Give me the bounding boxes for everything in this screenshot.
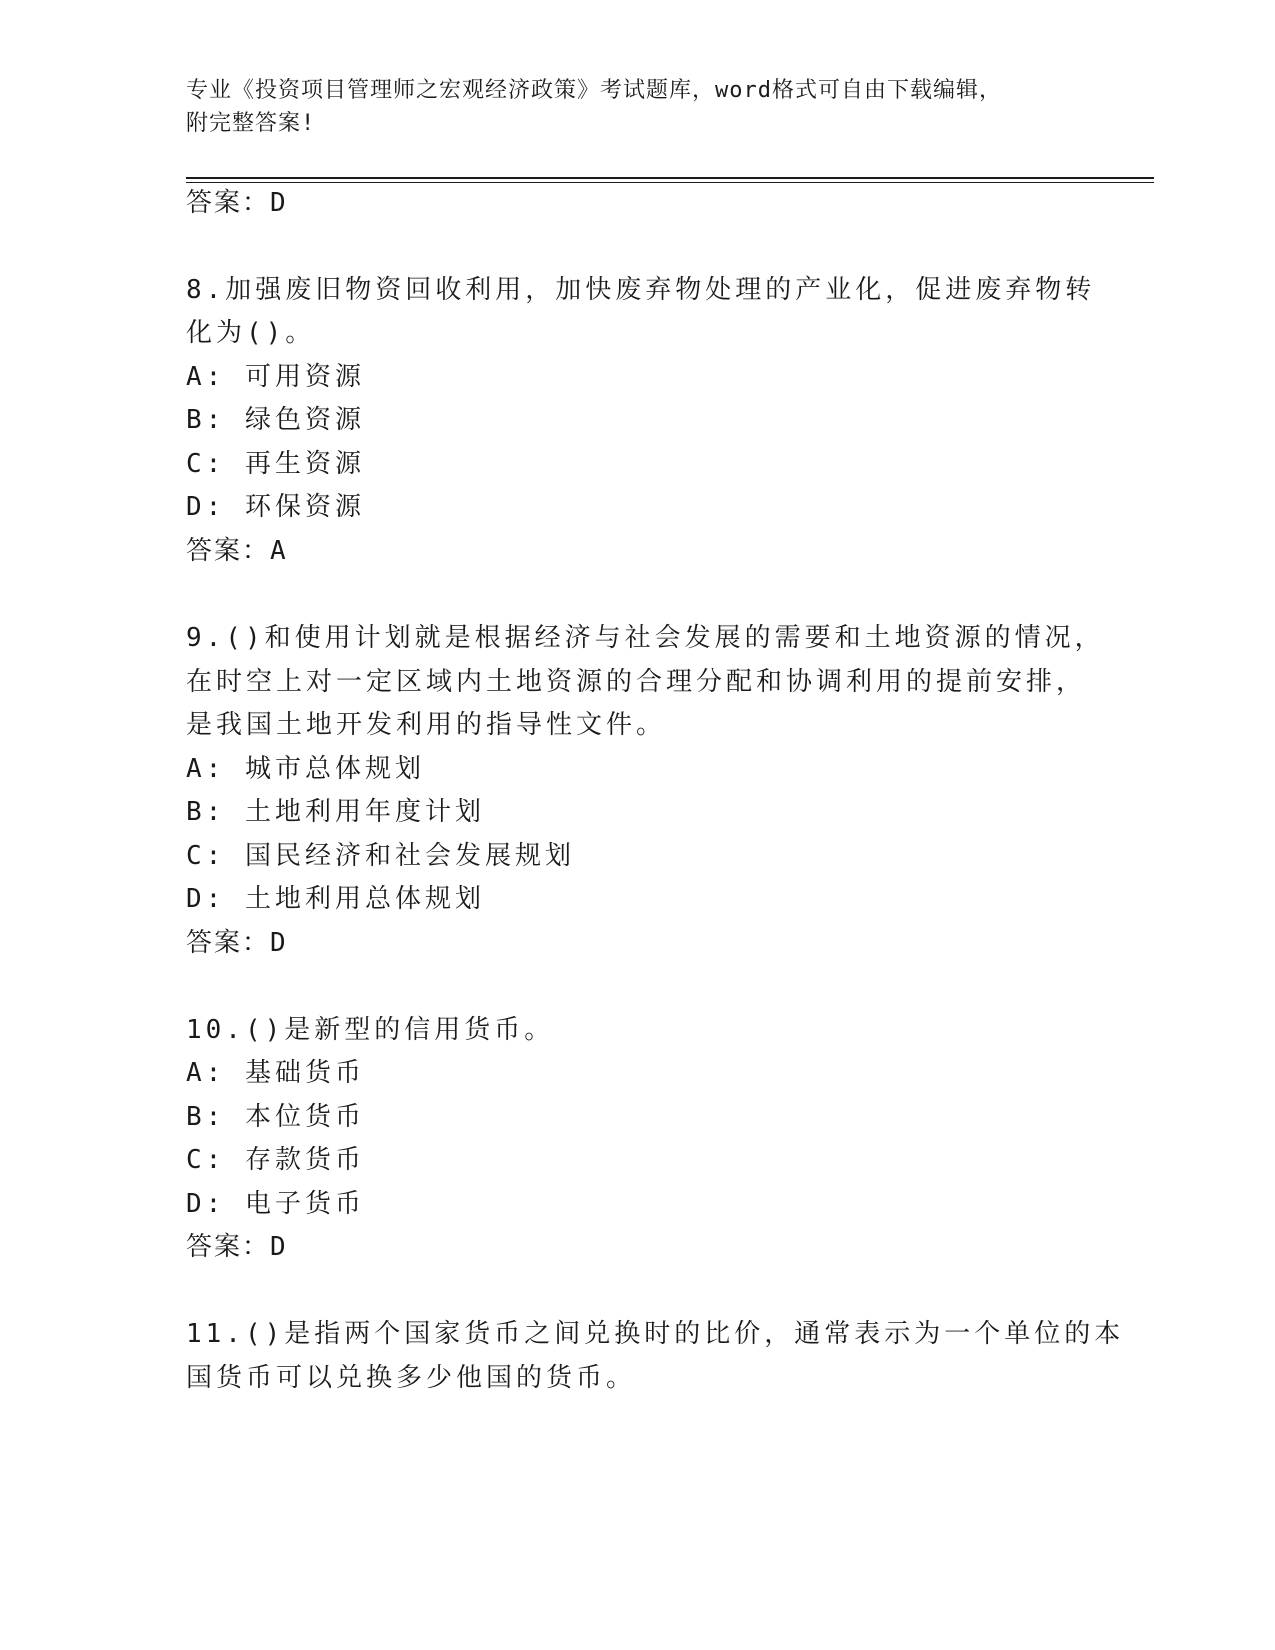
answer-line (186, 1230, 287, 1264)
answer-value: D (270, 928, 287, 958)
option-b: B: 绿色资源 (186, 405, 365, 435)
question-stem-line: 在时空上对一定区域内土地资源的合理分配和协调利用的提前安排， (186, 667, 1087, 697)
answer-value: A (270, 536, 287, 566)
question-stem-line: 8.加强废旧物资回收利用，加快废弃物处理的产业化，促进废弃物转 (186, 275, 1096, 305)
answer-label: 答案： (186, 188, 271, 218)
answer-label: 答案： (186, 1232, 271, 1262)
question-stem-line: 9.()和使用计划就是根据经济与社会发展的需要和土地资源的情况， (186, 623, 1105, 653)
question-stem-line: 11.()是指两个国家货币之间兑换时的比价，通常表示为一个单位的本 (186, 1319, 1125, 1349)
option-a: A: 基础货币 (186, 1058, 365, 1088)
answer-value: D (270, 1232, 287, 1262)
answer-label: 答案： (186, 928, 271, 958)
document-header (186, 74, 1066, 140)
option-d: D: 电子货币 (186, 1189, 365, 1219)
answer-line (186, 186, 287, 220)
question-stem-line: 化为()。 (186, 318, 316, 348)
header-divider-thin (186, 182, 1154, 183)
answer-line (186, 926, 287, 960)
option-a: A: 城市总体规划 (186, 754, 425, 784)
header-line-2: 附完整答案! (186, 111, 316, 136)
option-b: B: 本位货币 (186, 1102, 365, 1132)
option-a: A: 可用资源 (186, 362, 365, 392)
header-divider-thick (186, 177, 1154, 179)
option-c: C: 国民经济和社会发展规划 (186, 841, 575, 871)
answer-label: 答案： (186, 536, 271, 566)
answer-line (186, 534, 287, 568)
option-c: C: 存款货币 (186, 1145, 365, 1175)
option-d: D: 环保资源 (186, 492, 365, 522)
answer-value: D (270, 188, 287, 218)
option-c: C: 再生资源 (186, 449, 365, 479)
option-d: D: 土地利用总体规划 (186, 884, 485, 914)
header-line-1: 专业《投资项目管理师之宏观经济政策》考试题库，word格式可自由下载编辑， (186, 78, 1002, 103)
option-b: B: 土地利用年度计划 (186, 797, 485, 827)
question-stem-line: 10.()是新型的信用货币。 (186, 1015, 555, 1045)
question-stem-line: 国货币可以兑换多少他国的货币。 (186, 1363, 637, 1393)
question-stem-line: 是我国土地开发利用的指导性文件。 (186, 710, 667, 740)
